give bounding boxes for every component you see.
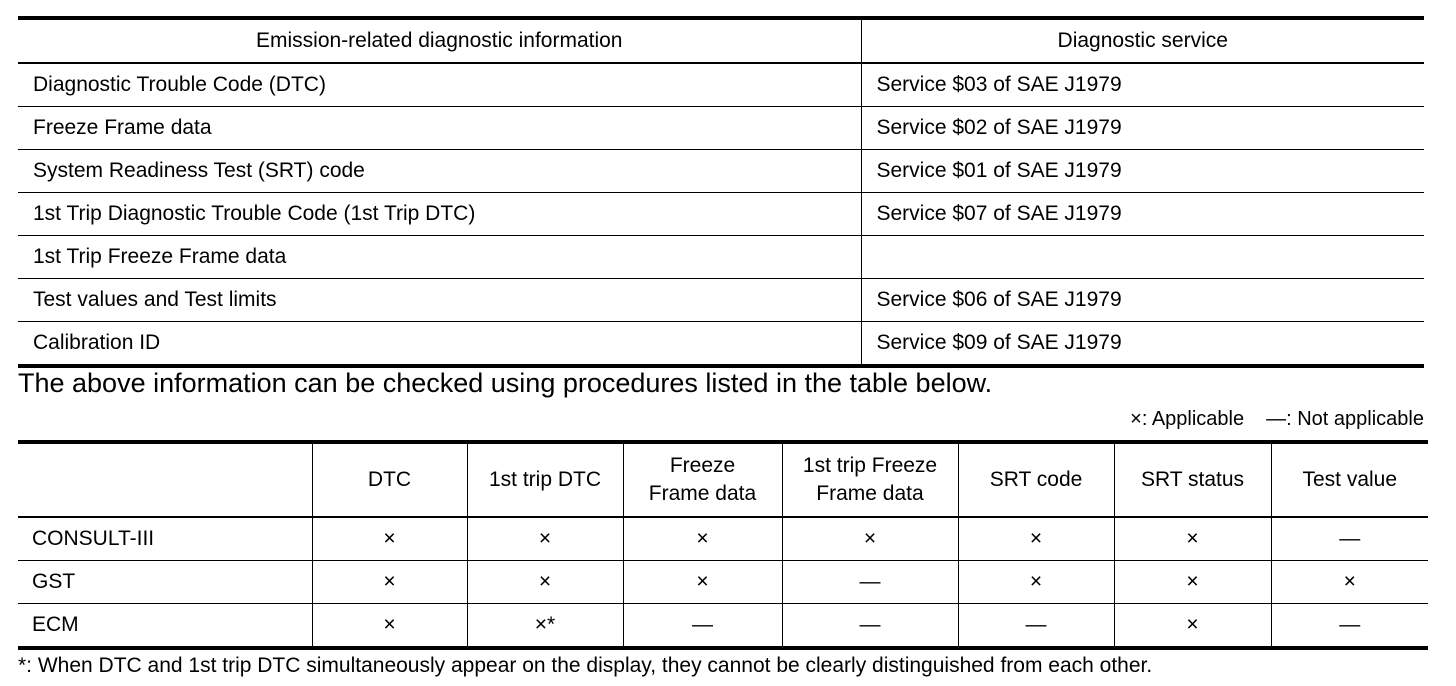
- header-line: Frame data: [816, 482, 924, 505]
- status-cell: ×: [958, 561, 1114, 604]
- service-cell: Service $01 of SAE J1979: [861, 150, 1424, 193]
- table-row: [18, 236, 1424, 279]
- info-cell: Test values and Test limits: [18, 279, 861, 322]
- tool-name: ECM: [18, 604, 312, 649]
- status-cell: ×: [312, 604, 467, 649]
- table-row: [18, 517, 1428, 561]
- column-header: DTC: [312, 442, 467, 517]
- tool-name: GST: [18, 561, 312, 604]
- info-cell: 1st Trip Freeze Frame data: [18, 236, 861, 279]
- legend: [1130, 406, 1424, 432]
- footnote: *: When DTC and 1st trip DTC simultaneously appear on the display, they cannot be clearly distinguished from each other.: [18, 654, 1153, 677]
- table-row: [18, 150, 1424, 193]
- status-cell: ×: [467, 517, 623, 561]
- status-cell: ×: [312, 517, 467, 561]
- header-line: 1st trip Freeze: [802, 454, 938, 477]
- status-cell: ×: [623, 561, 782, 604]
- info-cell: System Readiness Test (SRT) code: [18, 150, 861, 193]
- service-cell: Service $09 of SAE J1979: [861, 322, 1424, 367]
- status-cell: —: [623, 604, 782, 649]
- service-cell: Service $06 of SAE J1979: [861, 279, 1424, 322]
- column-header: SRT code: [958, 442, 1114, 517]
- service-cell: Service $07 of SAE J1979: [861, 193, 1424, 236]
- status-cell: ×: [1114, 604, 1271, 649]
- intro-text: The above information can be checked using procedures listed in the table below.: [18, 368, 993, 398]
- info-cell: Freeze Frame data: [18, 107, 861, 150]
- status-cell: ×: [467, 561, 623, 604]
- table-row: [18, 322, 1424, 367]
- column-header: [623, 442, 782, 517]
- status-cell: ×: [782, 517, 958, 561]
- info-cell: 1st Trip Diagnostic Trouble Code (1st Trip DTC): [18, 193, 861, 236]
- column-header: Diagnostic service: [861, 18, 1424, 63]
- status-cell: ×: [1114, 517, 1271, 561]
- service-cell: [861, 236, 1424, 279]
- table-header-row: [18, 442, 1428, 517]
- status-cell: —: [782, 561, 958, 604]
- table-row: [18, 193, 1424, 236]
- legend-not-applicable: —: Not applicable: [1266, 408, 1424, 430]
- status-cell: —: [782, 604, 958, 649]
- info-cell: Diagnostic Trouble Code (DTC): [18, 63, 861, 107]
- service-cell: Service $03 of SAE J1979: [861, 63, 1424, 107]
- service-cell: Service $02 of SAE J1979: [861, 107, 1424, 150]
- status-cell: —: [1271, 517, 1428, 561]
- table-header-row: [18, 18, 1424, 63]
- status-cell: ×: [312, 561, 467, 604]
- procedure-table: [18, 440, 1428, 650]
- info-cell: Calibration ID: [18, 322, 861, 367]
- status-cell: ×: [1114, 561, 1271, 604]
- status-cell: ×: [1271, 561, 1428, 604]
- table-row: [18, 107, 1424, 150]
- table-row: [18, 561, 1428, 604]
- status-cell: —: [958, 604, 1114, 649]
- status-cell: ×: [958, 517, 1114, 561]
- header-line: Frame data: [648, 482, 757, 505]
- table-row: [18, 604, 1428, 649]
- diagnostic-info-table: [18, 16, 1424, 368]
- tool-name: CONSULT-III: [18, 517, 312, 561]
- table-row: [18, 63, 1424, 107]
- column-header: SRT status: [1114, 442, 1271, 517]
- status-cell: ×: [623, 517, 782, 561]
- column-header: [782, 442, 958, 517]
- table-row: [18, 279, 1424, 322]
- column-header: 1st trip DTC: [467, 442, 623, 517]
- legend-applicable: ×: Applicable: [1130, 408, 1245, 430]
- status-cell: —: [1271, 604, 1428, 649]
- column-header: [18, 442, 312, 517]
- column-header: Test value: [1271, 442, 1428, 517]
- status-cell: ×*: [467, 604, 623, 649]
- header-line: Freeze: [669, 454, 736, 477]
- column-header: Emission-related diagnostic information: [18, 18, 861, 63]
